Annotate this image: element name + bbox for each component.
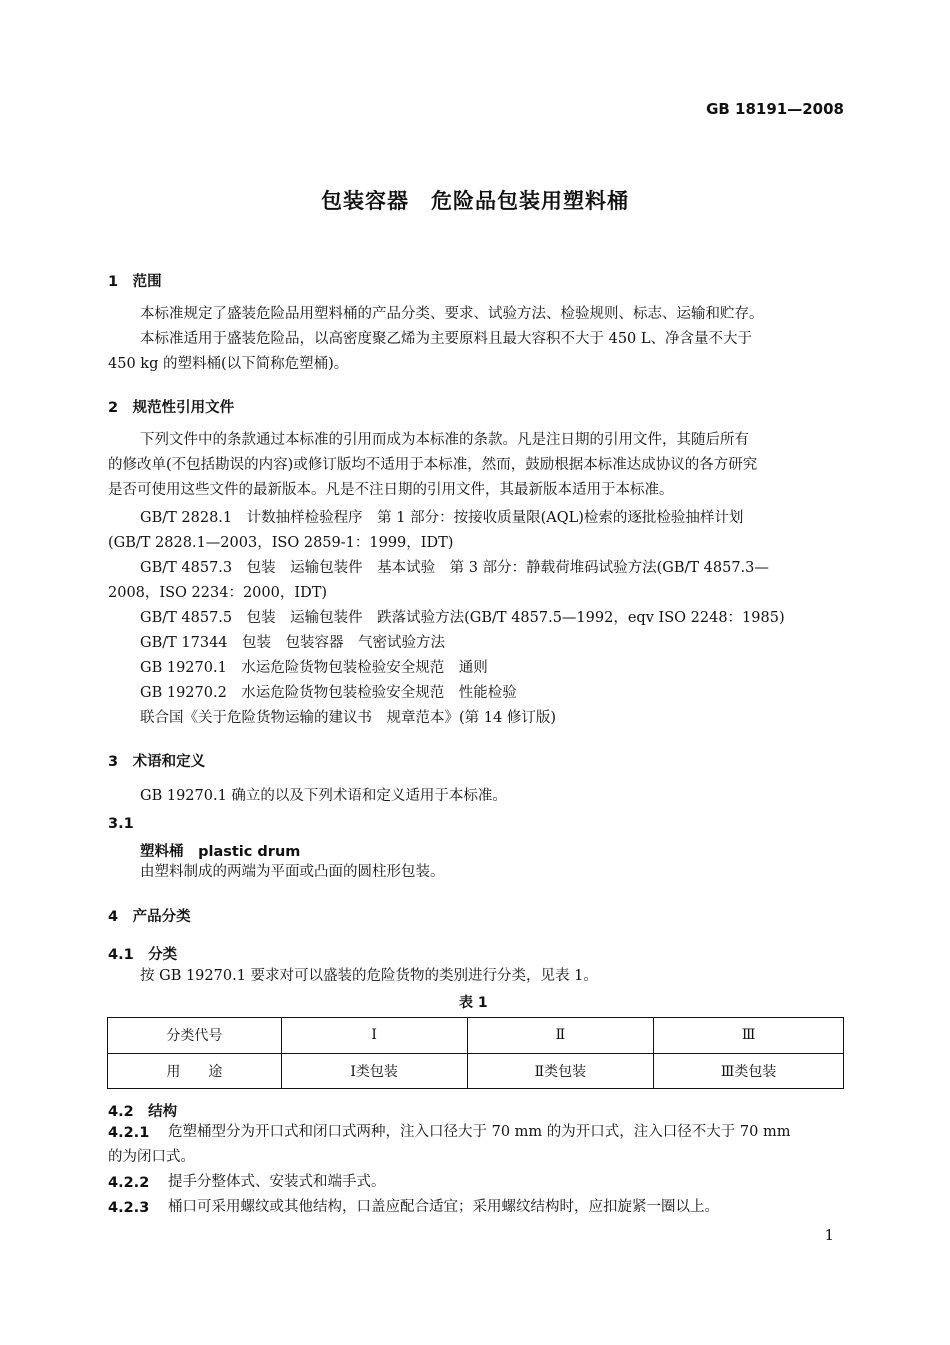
reference-item: (GB/T 2828.1—2003，ISO 2859-1：1999，IDT) — [108, 535, 454, 551]
standard-number: GB 18191—2008 — [706, 100, 844, 118]
paragraph: 的修改单(不包括勘误的内容)或修订版均不适用于本标准，然而，鼓励根据本标准达成协议的各方研究 — [108, 457, 758, 473]
paragraph: 本标准适用于盛装危险品，以高密度聚乙烯为主要原料且最大容积不大于 450 L、净含量不大于 — [140, 331, 753, 347]
paragraph: 的为闭口式。 — [108, 1149, 195, 1165]
clause-number: 4.2.3 — [108, 1200, 150, 1216]
reference-item: GB/T 2828.1 计数抽样检验程序 第 1 部分：按接收质量限(AQL)检索的逐批检验抽样计划 — [140, 510, 744, 526]
paragraph: 提手分整体式、安装式和端手式。 — [168, 1174, 386, 1190]
table-cell: Ⅰ — [281, 1018, 467, 1054]
table-cell: Ⅱ类包装 — [467, 1053, 654, 1089]
term-definition: 由塑料制成的两端为平面或凸面的圆柱形包装。 — [140, 864, 445, 880]
clause-number: 4.2.1 — [108, 1125, 150, 1141]
section-heading-1: 1 范围 — [108, 274, 162, 290]
term-entry — [140, 840, 300, 861]
paragraph: GB 19270.1 确立的以及下列术语和定义适用于本标准。 — [140, 788, 507, 804]
paragraph: 桶口可采用螺纹或其他结构，口盖应配合适宜；采用螺纹结构时，应扣旋紧一圈以上。 — [168, 1199, 719, 1215]
section-heading-3: 3 术语和定义 — [108, 754, 206, 770]
paragraph: 下列文件中的条款通过本标准的引用而成为本标准的条款。凡是注日期的引用文件，其随后所有 — [140, 432, 749, 448]
page-number: 1 — [824, 1226, 834, 1244]
table-cell: Ⅲ — [654, 1018, 844, 1054]
table-caption: 表 1 — [459, 995, 488, 1011]
subsection-heading-4-2: 4.2 结构 — [108, 1104, 178, 1120]
paragraph: 450 kg 的塑料桶(以下简称危塑桶)。 — [108, 356, 349, 372]
table-cell: Ⅲ类包装 — [654, 1053, 844, 1089]
paragraph: 按 GB 19270.1 要求对可以盛装的危险货物的类别进行分类，见表 1。 — [140, 968, 598, 984]
paragraph: 本标准规定了盛装危险品用塑料桶的产品分类、要求、试验方法、检验规则、标志、运输和贮存。 — [140, 306, 764, 322]
table-cell: 分类代号 — [108, 1018, 282, 1054]
reference-item: 联合国《关于危险货物运输的建议书 规章范本》(第 14 修订版) — [140, 710, 556, 726]
table-row — [108, 1053, 844, 1089]
table-row — [108, 1018, 844, 1054]
reference-item: GB 19270.1 水运危险货物包装检验安全规范 通则 — [140, 660, 488, 676]
section-heading-2: 2 规范性引用文件 — [108, 400, 235, 416]
page-title: 包装容器 危险品包装用塑料桶 — [321, 189, 629, 213]
clause-number: 3.1 — [108, 816, 134, 832]
reference-item: GB/T 4857.5 包装 运输包装件 跌落试验方法(GB/T 4857.5—1992，eqv ISO 2248：1985) — [140, 610, 785, 626]
reference-item: GB 19270.2 水运危险货物包装检验安全规范 性能检验 — [140, 685, 517, 701]
table-cell: Ⅱ — [467, 1018, 654, 1054]
paragraph: 是否可使用这些文件的最新版本。凡是不注日期的引用文件，其最新版本适用于本标准。 — [108, 482, 674, 498]
reference-item: 2008，ISO 2234：2000，IDT) — [108, 585, 328, 601]
table-cell: 用 途 — [108, 1053, 282, 1089]
term-zh: 塑料桶 — [140, 844, 184, 860]
subsection-heading-4-1: 4.1 分类 — [108, 947, 178, 963]
paragraph: 危塑桶型分为开口式和闭口式两种，注入口径大于 70 mm 的为开口式，注入口径不大于 70 mm — [168, 1124, 791, 1140]
classification-table — [107, 1017, 844, 1089]
section-heading-4: 4 产品分类 — [108, 909, 191, 925]
clause-number: 4.2.2 — [108, 1175, 150, 1191]
term-en: plastic drum — [198, 844, 301, 860]
table-cell: Ⅰ类包装 — [281, 1053, 467, 1089]
reference-item: GB/T 17344 包装 包装容器 气密试验方法 — [140, 635, 446, 651]
reference-item: GB/T 4857.3 包装 运输包装件 基本试验 第 3 部分：静载荷堆码试验方法(GB/T 4857.3— — [140, 560, 769, 576]
